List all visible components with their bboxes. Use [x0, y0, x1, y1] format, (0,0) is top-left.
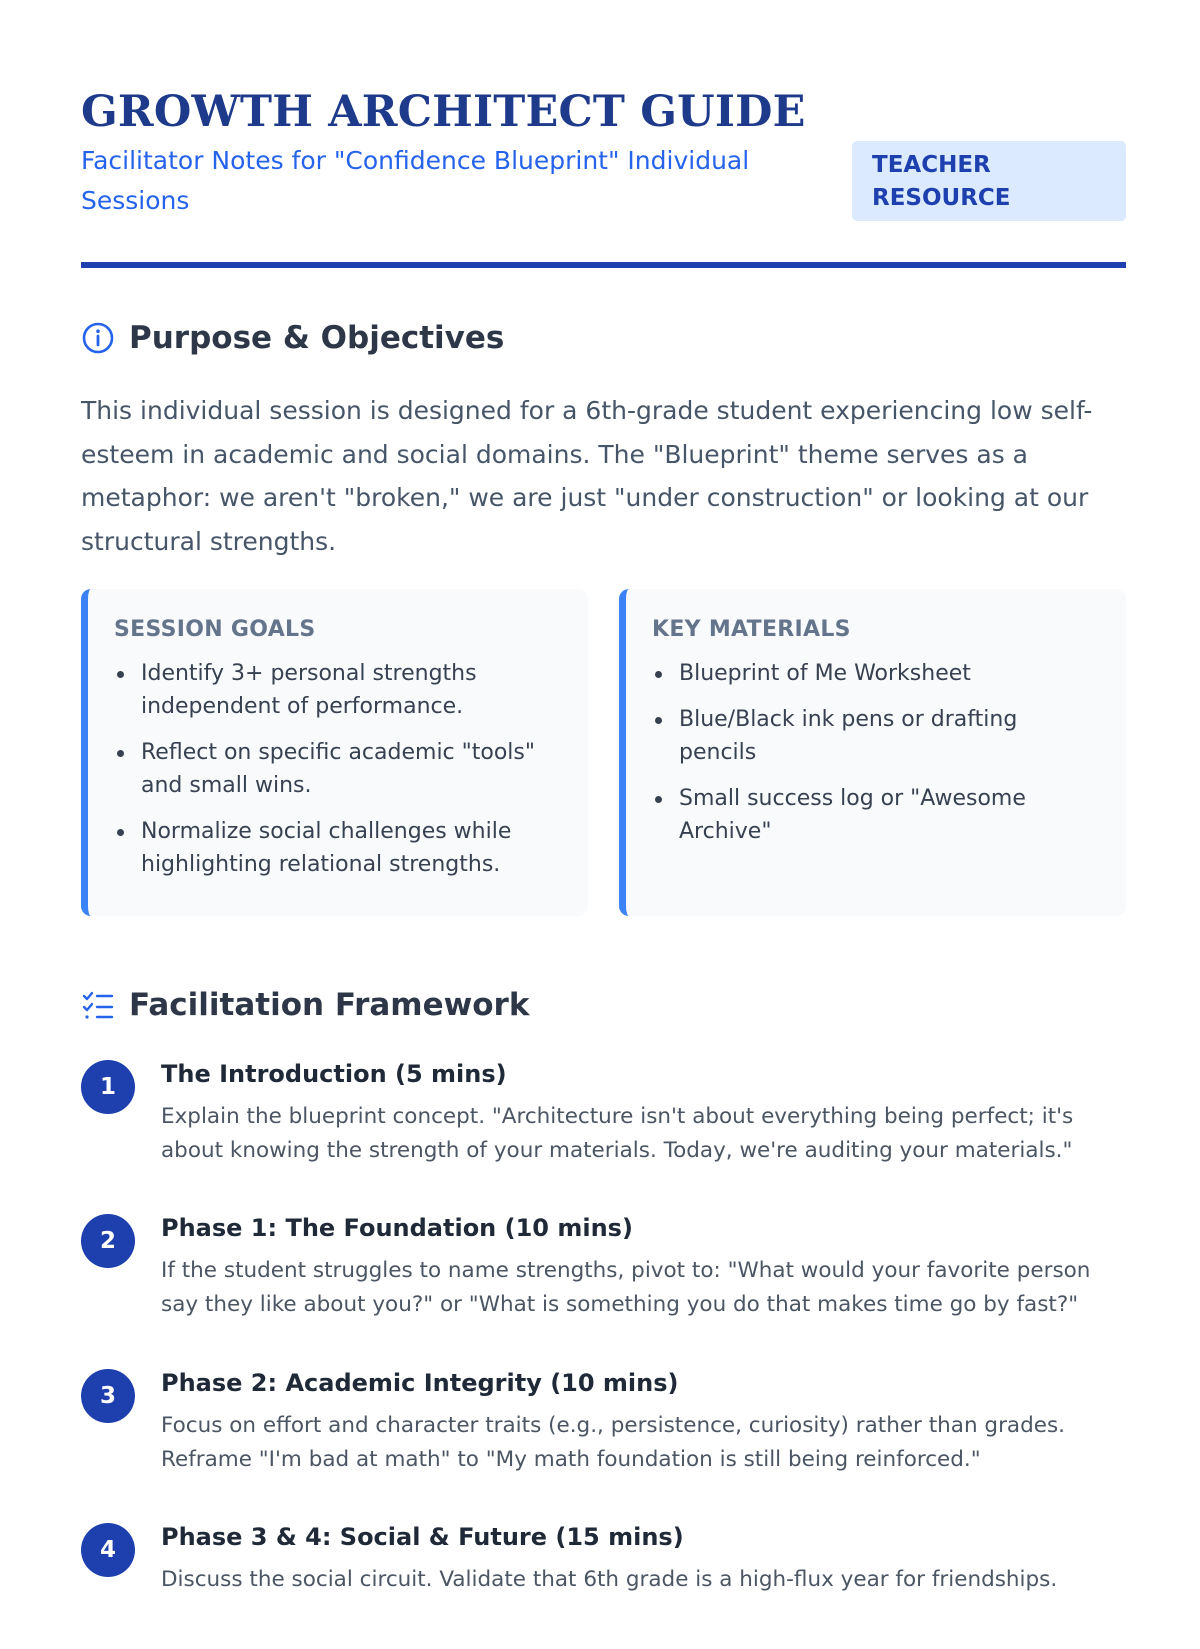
- step-number-badge: 3: [81, 1369, 135, 1423]
- material-text: Small success log or "Awesome Archive": [679, 786, 1026, 844]
- step-description: Focus on effort and character traits (e.g., persistence, curiosity) rather than grades. Reframe "I'm bad at math" to "My math foundation is still being reinforced.": [161, 1413, 1065, 1472]
- material-text: Blueprint of Me Worksheet: [679, 661, 971, 686]
- bullet-icon: [117, 750, 124, 757]
- step-title: Phase 3 & 4: Social & Future (15 mins): [161, 1523, 684, 1551]
- framework-step: [81, 1519, 1126, 1649]
- step-description: Explain the blueprint concept. "Architecture isn't about everything being perfect; it's about knowing the strength of your materials. Today, we're auditing your materials.": [161, 1104, 1074, 1163]
- goal-text: Normalize social challenges while highlighting relational strengths.: [141, 819, 512, 877]
- teacher-resource-badge: TEACHER RESOURCE: [852, 141, 1126, 221]
- session-goals-list: [114, 657, 562, 881]
- key-materials-card: [619, 589, 1126, 916]
- purpose-heading: Purpose & Objectives: [129, 320, 505, 356]
- checklist-icon: [81, 988, 115, 1022]
- framework-step: [81, 1365, 1126, 1495]
- bullet-icon: [655, 717, 662, 724]
- framework-heading: Facilitation Framework: [129, 987, 530, 1023]
- bullet-icon: [117, 829, 124, 836]
- header-divider: [81, 262, 1126, 268]
- list-item: [652, 657, 1100, 690]
- step-number-badge: 1: [81, 1060, 135, 1114]
- step-description: Discuss the social circuit. Validate that 6th grade is a high-flux year for friendships.: [161, 1567, 1058, 1592]
- purpose-section-heading: [81, 318, 504, 358]
- goal-text: Reflect on specific academic "tools" and small wins.: [141, 740, 536, 798]
- session-goals-title: SESSION GOALS: [114, 617, 316, 642]
- list-item: [114, 736, 562, 802]
- framework-step: [81, 1056, 1126, 1186]
- step-title: Phase 2: Academic Integrity (10 mins): [161, 1369, 679, 1397]
- bullet-icon: [655, 796, 662, 803]
- step-description: If the student struggles to name strengths, pivot to: "What would your favorite person say they like about you?" or "What is something you do that makes time go by fast?": [161, 1258, 1091, 1317]
- material-text: Blue/Black ink pens or drafting pencils: [679, 707, 1018, 765]
- key-materials-title: KEY MATERIALS: [652, 617, 851, 642]
- list-item: [652, 703, 1100, 769]
- step-title: The Introduction (5 mins): [161, 1060, 507, 1088]
- step-number-badge: 2: [81, 1214, 135, 1268]
- page-subtitle: Facilitator Notes for "Confidence Blueprint" Individual Sessions: [81, 146, 750, 215]
- list-item: [114, 657, 562, 723]
- bullet-icon: [117, 671, 124, 678]
- key-materials-list: [652, 657, 1100, 848]
- info-circle-icon: [81, 321, 115, 355]
- session-goals-card: [81, 589, 588, 916]
- framework-section-heading: [81, 985, 529, 1025]
- list-item: [652, 782, 1100, 848]
- page-title: GROWTH ARCHITECT GUIDE: [81, 87, 806, 137]
- goal-text: Identify 3+ personal strengths independent of performance.: [141, 661, 477, 719]
- framework-step: [81, 1210, 1126, 1340]
- list-item: [114, 815, 562, 881]
- bullet-icon: [655, 671, 662, 678]
- step-title: Phase 1: The Foundation (10 mins): [161, 1214, 633, 1242]
- step-number-badge: 4: [81, 1523, 135, 1577]
- purpose-paragraph: This individual session is designed for a 6th-grade student experiencing low self-esteem in academic and social domains. The "Blueprint" theme serves as a metaphor: we aren't "broken," we are just "under construction" or looking at our structural strengths.: [81, 396, 1093, 556]
